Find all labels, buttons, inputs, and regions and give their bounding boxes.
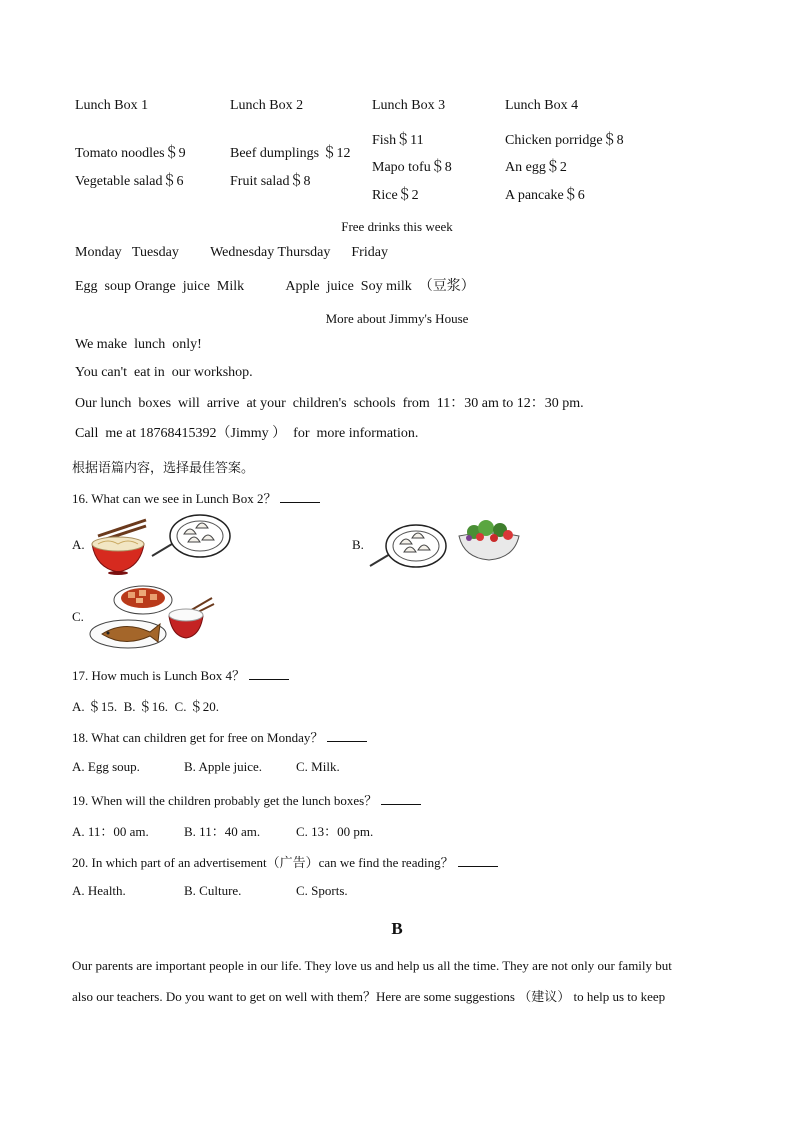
option-c: C. Sports. [296, 883, 348, 898]
noodles-bowl-image [88, 516, 150, 576]
section-b-paragraph [72, 950, 722, 1012]
more-line: Our lunch boxes will arrive at your children's schools from 11：30 am to 12：30 pm. [75, 396, 584, 411]
answer-blank[interactable] [458, 854, 498, 867]
drinks-days: Monday Tuesday Wednesday Thursday Friday [75, 245, 388, 260]
question-18 [72, 727, 367, 746]
lunch-box-1-item: Vegetable salad＄6 [75, 174, 184, 189]
dumplings-plate-image [368, 522, 448, 570]
more-line: We make lunch only! [75, 337, 202, 352]
more-line: Call me at 18768415392（Jimmy ） for more information. [75, 426, 419, 441]
lunch-box-4-item: A pancake＄6 [505, 188, 585, 203]
instruction: 根据语篇内容，选择最佳答案。 [72, 461, 255, 476]
question-19 [72, 790, 421, 809]
more-line: You can't eat in our workshop. [75, 365, 253, 380]
question-16 [72, 488, 320, 507]
more-heading: More about Jimmy's House [325, 311, 469, 326]
lunch-box-4-item: Chicken porridge＄8 [505, 133, 624, 148]
answer-blank[interactable] [381, 792, 421, 805]
lunch-box-2-title: Lunch Box 2 [230, 98, 304, 113]
option-b: B. 11：40 am. [184, 824, 261, 839]
question-stem: 16. What can we see in Lunch Box 2？ [72, 491, 277, 506]
question-17-options: A. ＄15. B. ＄16. C. ＄20. [72, 699, 219, 714]
answer-blank[interactable] [249, 667, 289, 680]
mapo-tofu-plate-image [112, 582, 174, 616]
lunch-box-1-title: Lunch Box 1 [75, 98, 149, 113]
option-c-label: C. [72, 609, 84, 624]
option-b: B. Culture. [184, 883, 242, 898]
question-stem: 18. What can children get for free on Monday？ [72, 730, 324, 745]
lunch-box-2-item: Beef dumplings ＄12 [230, 146, 351, 161]
lunch-box-4-item: An egg＄2 [505, 160, 567, 175]
option-a: A. Health. [72, 883, 126, 898]
answer-blank[interactable] [280, 490, 320, 503]
option-c: C. 13：00 pm. [296, 824, 374, 839]
lunch-box-2-item: Fruit salad＄8 [230, 174, 311, 189]
lunch-box-3-item: Rice＄2 [372, 188, 419, 203]
question-17 [72, 665, 289, 684]
paragraph-line: Our parents are important people in our life. They love us and help us all the time. They are not only our family but [72, 958, 672, 973]
lunch-box-4-title: Lunch Box 4 [505, 98, 579, 113]
option-a: A. 11：00 am. [72, 824, 149, 839]
lunch-box-1-item: Tomato noodles＄9 [75, 146, 186, 161]
salad-bowl-image [456, 516, 522, 562]
question-20 [72, 852, 498, 871]
lunch-box-3-item: Fish＄11 [372, 133, 424, 148]
question-stem: 19. When will the children probably get the lunch boxes？ [72, 793, 378, 808]
option-c: C. Milk. [296, 759, 340, 774]
paragraph-line: also our teachers. Do you want to get on well with them？Here are some suggestions （建议） to help us to keep [72, 989, 666, 1004]
fish-plate-image [88, 616, 168, 650]
section-b-title: B [391, 919, 403, 938]
lunch-box-3-title: Lunch Box 3 [372, 98, 446, 113]
drinks-heading: Free drinks this week [341, 219, 453, 234]
option-a: A. Egg soup. [72, 759, 140, 774]
drinks-items: Egg soup Orange juice Milk Apple juice Soy milk （豆浆） [75, 279, 475, 294]
question-stem: 20. In which part of an advertisement（广告）can we find the reading？ [72, 855, 454, 870]
option-b-label: B. [352, 537, 364, 552]
option-a-label: A. [72, 537, 85, 552]
dumplings-plate-image [150, 512, 232, 560]
option-b: B. Apple juice. [184, 759, 262, 774]
answer-blank[interactable] [327, 729, 367, 742]
rice-bowl-image [166, 598, 216, 640]
lunch-box-3-item: Mapo tofu＄8 [372, 160, 452, 175]
question-stem: 17. How much is Lunch Box 4？ [72, 668, 245, 683]
